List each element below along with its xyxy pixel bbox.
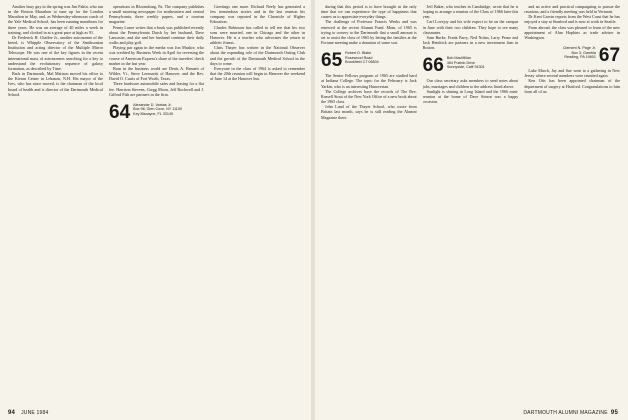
class-entry-66 <box>423 56 519 75</box>
paragraph: operations in Bloomsburg, Pa. The company publishes a small morning newspaper for northeastern and central Pennsylvania, three weekly papers, and a tourism magazine. <box>109 4 204 25</box>
address-line: Rosewood Road <box>345 55 373 60</box>
paragraph: Ken Otis has been appointed chairman of the department of surgery at Hartford. Congratulations to him from all of us. <box>524 78 621 94</box>
left-column-3 <box>210 4 305 402</box>
paragraph: during that this period is to have brought in the only time that we can experience the type of happiness that causes us to appreciate everyday things. <box>321 4 417 20</box>
class-year: 64 <box>109 101 131 123</box>
right-column-2 <box>423 4 519 402</box>
address-line: Brookfield CT 06804 <box>345 60 379 65</box>
right-columns <box>321 4 620 402</box>
paragraph: Everyone in the class of 1964 is asked to remember that the 20th reunion will begin in Hanover the weekend of June 14 at the Hanover Inn. <box>210 65 305 82</box>
paragraph: Jeff Baker, who teaches in Cambridge, wrote that he is hoping to arrange a reunion of the Class of 1966 later this year. <box>422 4 519 20</box>
paragraph: Playing par again in the media was Jon Muskie, who was credited by Business Week in April for reversing the course of American Express's share of the travelers' check market in the last year. <box>109 45 204 66</box>
secretary-name: Clement N. Page Jr. <box>562 46 596 51</box>
paragraph: Back in Dartmouth, Mal Mattson moved his office to the Kieran Center in Lebanon, N.H. His mayor of the Ives, who has since moved, is the chairman of the local board of health and is director of the Dartmouth Medical School. <box>8 71 103 97</box>
class-year: 65 <box>321 50 343 72</box>
paragraph: Luke March, Jay and Sue went to a gathering in New Jersey where several members were reunited again. <box>524 68 621 79</box>
right-column-1 <box>321 4 417 402</box>
page-number: 94 <box>8 410 16 416</box>
paragraph: Charles Robinson has called to tell me that his two sons were married, one in Chicago and the other in Hanover. He is a teacher who advocates the return to athletic fitness. <box>210 24 305 46</box>
issue-date: JUNE 1984 <box>21 410 49 416</box>
paragraph: Sam Burke, Frank Parry, Ned Nolan, Larry Pease and Jack Hendrick are partners in a new investment firm in Boston. <box>422 34 519 51</box>
left-column-2 <box>109 4 204 402</box>
left-page <box>0 0 311 420</box>
paragraph: Dr Kent Garvin reports from the West Coast that he has enjoyed a stay at Stanford and is now at work in Seattle. <box>524 14 621 25</box>
right-page <box>315 0 626 420</box>
paragraph: Our class secretary asks members to send notes about jobs, marriages and children to the address listed above. <box>422 78 519 89</box>
secretary-name: Alexander D. Varkas Jr. <box>133 102 172 107</box>
class-secretary-address <box>345 51 379 65</box>
address-line: Box 98, Glen Cove, NY 11100 <box>133 107 182 112</box>
right-column-3 <box>524 4 620 402</box>
address-line: Reading, PA 19601 <box>564 55 596 60</box>
paragraph: Greetings one more. Richard Neely has generated a few tremendous stories and in the last reunion his company was reported in the Chronicle of Higher Education. <box>210 4 305 25</box>
class-entry-64 <box>109 103 204 122</box>
class-secretary-address <box>447 56 485 70</box>
paragraph: Born in the business world are Denis A. Bennett of Wilder, Vt., Steve Lorenzetti of Hanover, and the Rev. David O. Curtis of Fort Worth, Texas. <box>109 65 204 82</box>
address-line: Box 3, Gambia <box>571 50 596 55</box>
secretary-name: Robert D. Blake <box>345 51 372 56</box>
paragraph: Another busy guy in the spring was Jim Pakin, who ran in the Boston Marathon to tune up for the London Marathon in May, and, as Wednesday-afternoon coach of the Yale Medical School, has been running marathons for three years. He was an average of 40 miles a week in training, and clocked in at a great pace at high as 91. <box>8 4 103 35</box>
left-footer <box>8 410 48 416</box>
address-line: Sunnyside, Calif 94301 <box>446 65 485 70</box>
paragraph: and an active and practical campaigning to pursue the reunions, and a friendly meeting was held in Vermont. <box>524 4 621 15</box>
paragraph: John Lund of the Thayer School, who wrote from Britain last month, says he is still reading the Alumni Magazine there. <box>321 104 417 120</box>
page-number: 95 <box>610 410 618 416</box>
paragraph: The College archives have the records of The Rev. Russell Stout of the New York Office of a new book about the 1965 class. <box>321 88 417 105</box>
paragraph: Sunlight is shining in Long Island and the 1966 mini-reunion at the home of Dave Simon was a happy occasion. <box>422 88 519 105</box>
class-entry-67 <box>524 46 620 65</box>
secretary-name: Bob MacMillan <box>446 56 471 61</box>
address-line: 364 Pueblo Drive <box>446 60 476 65</box>
paragraph: Penny Lance writes that a book was published recently about the Pennsylvania Dutch by her husband, Dave Lancaster, and she and her husband continue their daily walks and play golf. <box>109 24 204 46</box>
class-entry-65 <box>321 51 417 70</box>
left-column-1 <box>8 4 103 402</box>
left-columns <box>8 4 305 402</box>
paragraph: From abroad, the class was pleased to learn of the new appointment of Alan Hopkins as trade adviser in Washington. <box>524 24 621 40</box>
class-secretary-address <box>133 103 182 117</box>
class-year: 67 <box>598 45 621 67</box>
magazine-title: DARTMOUTH ALUMNI MAGAZINE <box>523 410 608 416</box>
paragraph: Carl Lovejoy and his wife expect to be on the campus in June with their two children. They hope to see many classmates. <box>422 19 519 35</box>
paragraph: Three hardware automobile sales and leasing for a flat fee. Harrison Stevens, Gregg Moon, Jeff Rockwell and J. Gifford Fish are partners in the firm. <box>109 81 204 97</box>
paragraph: The challenge of Professor Francis Weeks and was renewed at the recent Alumni Fund. Mom, of 1965 is trying to convey to the Dartmouth that a small amount is set to assist the class of 1965 by letting the families at the Fortune meeting make a donation of some sort. <box>321 19 417 46</box>
paragraph: The Senior Fellows program of 1965 are studied hard at Indiana College. The topic for the February is Jack Yarkin, who is an interesting Hanoverian. <box>321 73 417 89</box>
class-year: 66 <box>422 55 444 77</box>
paragraph: Chris Thayer has written in the National Observer about the expanding role of the Dartmouth Outing Club and the growth of the Dartmouth Medical School in the days to come. <box>210 45 305 66</box>
paragraph: Dr Frederick H. Chaffee Jr., another astronomer of the breed, is Whipple Observatory of the Smithsonian Institution and acting director of the Multiple Mirror Telescope. He was one of the key figures in the recent international mass of astronomers searching for a key to understand the evolutionary sequence of galaxy formation, as described by Time. <box>8 34 103 71</box>
address-line: Key Biscayne, FL 33149 <box>133 111 173 116</box>
class-secretary-address <box>524 46 596 60</box>
right-footer <box>523 410 618 416</box>
